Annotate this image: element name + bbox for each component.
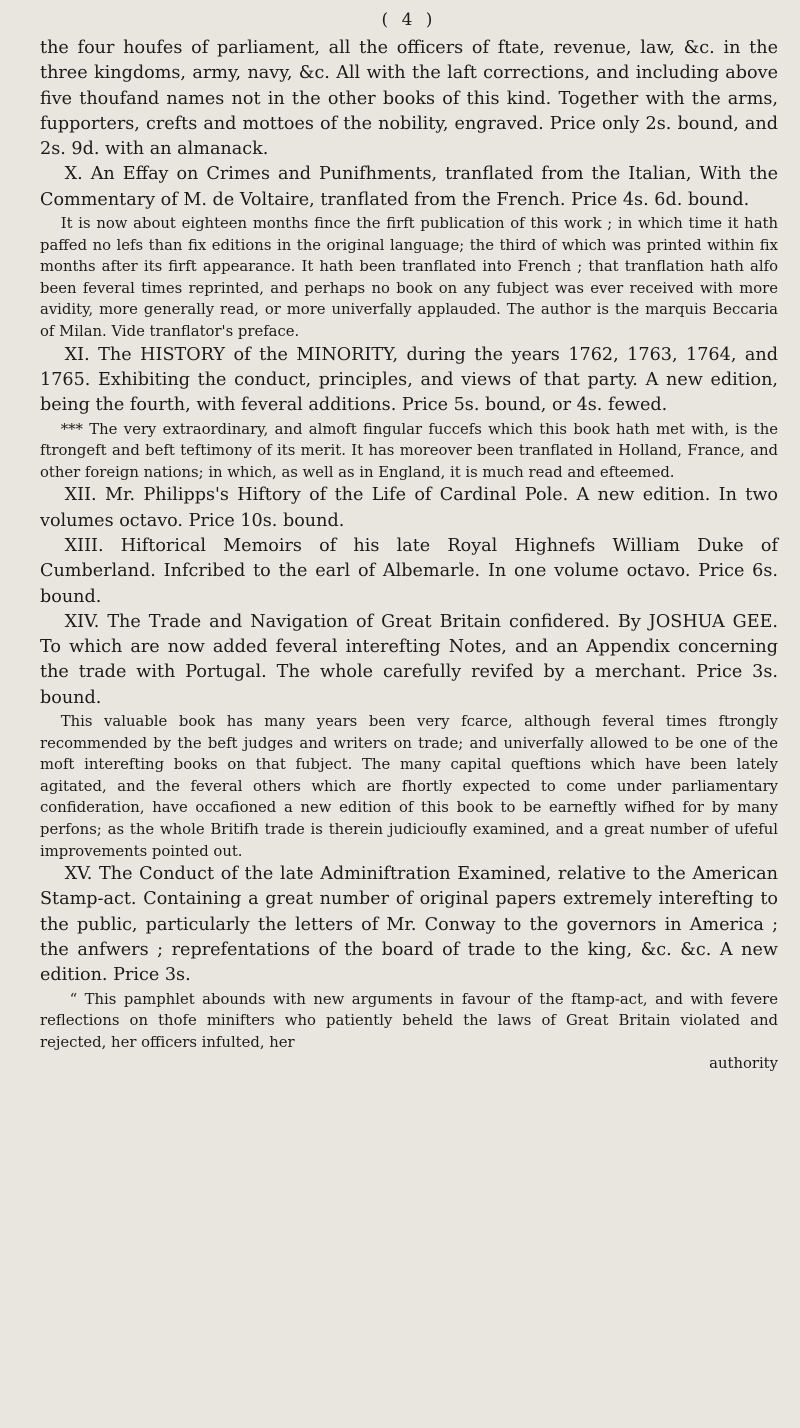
page-number: ( 4 ) xyxy=(381,10,437,30)
note-trade-and-navigation: This valuable book has many years been very fcarce, although feveral times ftrongly recommended by the beft judges and writers on trade; and univerfally allowed to be one of the moft interefting books on that fubject. The many capital queftions which have been lately agitated, and the feveral others which are fhortly expected to come under parliamentary confideration, have occafioned a new edition of this book to be earneftly wifhed for by many perfons; as the whole Britifh trade is therein judicioufly examined, and a great number of ufeful improvements pointed out. xyxy=(40,712,778,860)
entry-xiii-duke-of-cumberland: XIII. Hiftorical Memoirs of his late Royal Highnefs William Duke of Cumberland. Infcribed to the earl of Albemarle. In one volume octavo. Price 6s. bound. xyxy=(40,535,778,607)
note-essay-on-crimes: It is now about eighteen months fince the firft publication of this work ; in which time it hath paffed no lefs than fix editions in the original language; the third of which was printed within fix months after its firft appearance. It hath been tranflated into French ; that tranflation hath alfo been feveral times reprinted, and perhaps no book on any fubject was ever received with more avidity, more generally read, or more univerfally applauded. The author is the marquis Beccaria of Milan. Vide tranflator's preface. xyxy=(40,215,778,341)
entry-xiv-trade-and-navigation: XIV. The Trade and Navigation of Great Britain confidered. By JOSHUA GEE. To which are now added feveral interefting Notes, and an Appendix concerning the trade with Portugal. The whole carefully revifed by a merchant. Price 3s. bound. xyxy=(40,611,778,708)
entry-xv-conduct-of-administration: XV. The Conduct of the late Adminiftration Examined, relative to the American Stamp-act. Containing a great number of original papers extremely interefting to the public, particularly the letters of Mr. Conway to the governors in America ; the anfwers ; reprefentations of the board of trade to the king, &c. &c. A new edition. Price 3s. xyxy=(40,864,778,986)
catchword: authority xyxy=(709,1055,778,1073)
page-body xyxy=(40,36,778,1075)
note-history-of-minority: *** The very extraordinary, and almoft fingular fuccefs which this book hath met with, is the ftrongeft and beft teftimony of its merit. It has moreover been tranflated in Holland, France, and other foreign nations; in which, as well as in England, it is much read and efteemed. xyxy=(40,420,778,481)
entry-xii-cardinal-pole: XII. Mr. Philipps's Hiftory of the Life of Cardinal Pole. A new edition. In two volumes octavo. Price 10s. bound. xyxy=(40,485,778,531)
quote-stamp-act: “ This pamphlet abounds with new arguments in favour of the ftamp-act, and with fevere reflections on thofe minifters who patiently beheld the laws of Great Britain violated and rejected, her officers infulted, her xyxy=(40,990,778,1051)
entry-xi-history-of-minority: XI. The HISTORY of the MINORITY, during the years 1762, 1763, 1764, and 1765. Exhibiting the conduct, principles, and views of that party. A new edition, being the fourth, with feveral additions. Price 5s. bound, or 4s. fewed. xyxy=(40,344,778,416)
paragraph-continuation: the four houfes of parliament, all the officers of ftate, revenue, law, &c. in the three kingdoms, army, navy, &c. All with the laft corrections, and including above five thoufand names not in the other books of this kind. Together with the arms, fupporters, crefts and mottoes of the nobility, engraved. Price only 2s. bound, and 2s. 9d. with an almanack. xyxy=(40,38,778,160)
entry-x-essay-on-crimes: X. An Effay on Crimes and Punifhments, tranflated from the Italian, With the Commentary of M. de Voltaire, tranflated from the French. Price 4s. 6d. bound. xyxy=(40,164,778,210)
